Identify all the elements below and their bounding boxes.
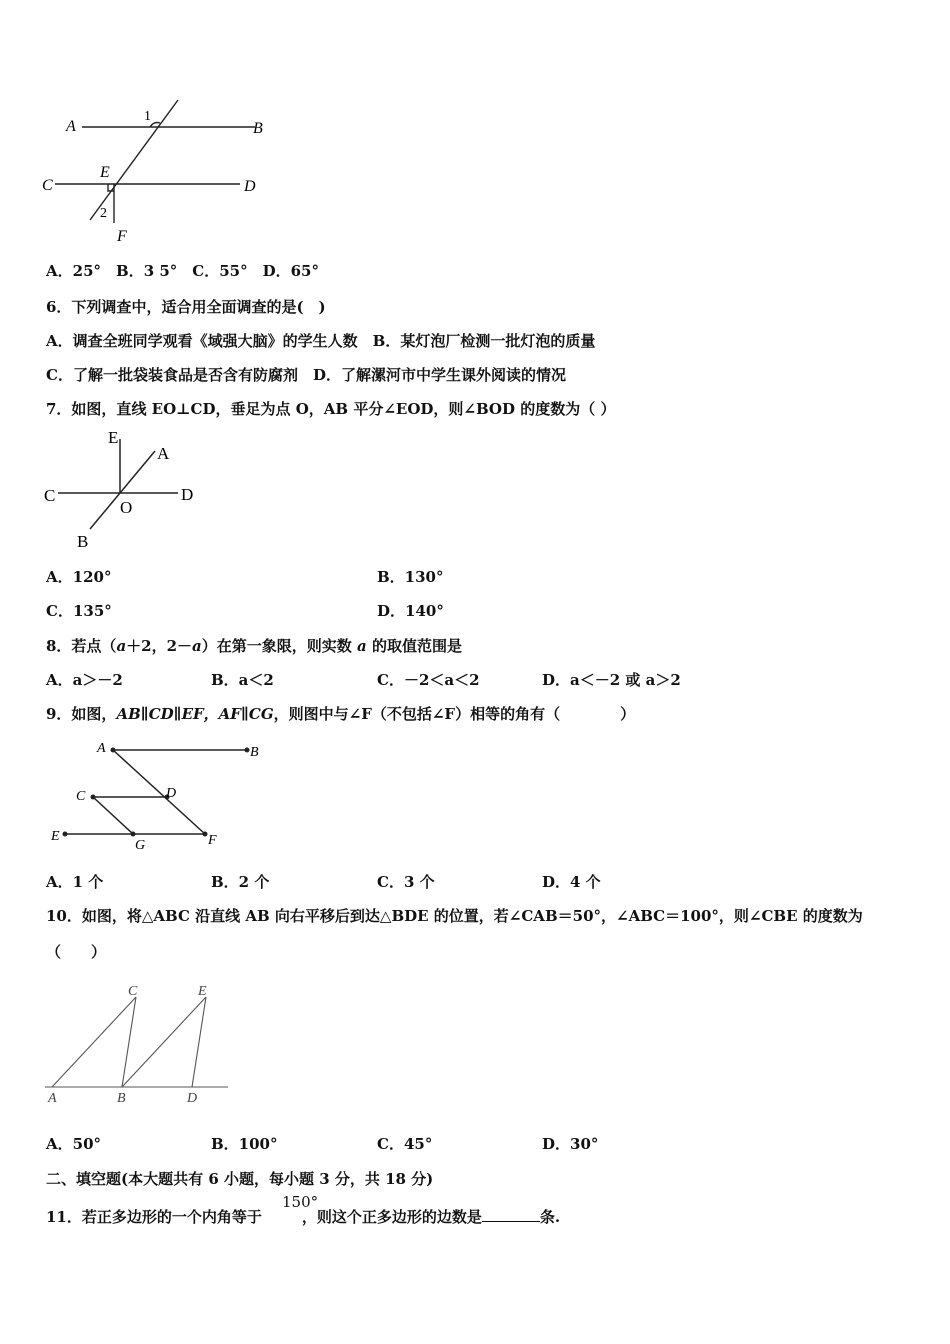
label-e: E — [108, 428, 119, 447]
label-f: F — [208, 833, 217, 848]
q10-paren: （ ） — [46, 943, 107, 961]
q6-option-b: B．某灯泡厂检测一批灯泡的质量 — [372, 332, 596, 350]
q9-stem: 9．如图，AB∥CD∥EF，AF∥CG，则图中与∠F（不包括∠F）相等的角有（ ） — [46, 705, 636, 723]
q7-figure — [40, 425, 210, 550]
segment-ac — [52, 997, 136, 1087]
q10-stem: 10．如图，将△ABC 沿直线 AB 向右平移后到达△BDE 的位置，若∠CAB＝50°，∠ABC＝100°，则∠CBE 的度数为 — [46, 907, 863, 925]
q8-option-b: B．a＜2 — [211, 671, 274, 689]
label-b: B — [253, 120, 263, 137]
q9-option-c: C．3 个 — [377, 873, 435, 891]
segment-be — [122, 997, 206, 1087]
label-c: C — [76, 789, 86, 804]
label-c: C — [42, 177, 53, 194]
label-b: B — [117, 1091, 126, 1106]
label-a: A — [97, 741, 106, 756]
q11-angle: 150° — [282, 1193, 319, 1211]
q7-option-a: A．120° — [46, 568, 112, 586]
label-c: C — [44, 486, 56, 505]
line-af — [113, 750, 205, 834]
label-g: G — [135, 838, 146, 853]
q6-option-c: C．了解一批袋装食品是否含有防腐剂 — [46, 366, 298, 384]
label-e: E — [100, 164, 110, 181]
label-o: O — [120, 498, 133, 517]
label-a: A — [48, 1091, 57, 1106]
q10-figure — [40, 980, 240, 1110]
q8-stem: 8．若点（a＋2，2－a）在第一象限，则实数 a 的取值范围是 — [46, 637, 463, 655]
q10-option-d: D．30° — [542, 1135, 599, 1153]
q7-option-c: C．135° — [46, 602, 112, 620]
q5-options: A．25° B．3 5° C．55° D．65° — [46, 262, 319, 280]
q7-option-d: D．140° — [377, 602, 444, 620]
label-e: E — [198, 984, 207, 999]
q10-option-c: C．45° — [377, 1135, 433, 1153]
q8-option-d: D．a＜－2 或 a＞2 — [542, 671, 681, 689]
label-a: A — [157, 444, 170, 463]
q7-option-b: B．130° — [377, 568, 444, 586]
q9-option-a: A．1 个 — [46, 873, 104, 891]
transversal — [90, 100, 178, 220]
label-d: D — [244, 178, 256, 195]
q9-option-b: B．2 个 — [211, 873, 270, 891]
q6-option-d: D．了解漯河市中学生课外阅读的情况 — [312, 366, 566, 384]
label-f: F — [117, 228, 127, 245]
q11-stem: 11．若正多边形的一个内角等于 ，则这个正多边形的边数是 条. — [46, 1208, 561, 1226]
q10-option-a: A．50° — [46, 1135, 102, 1153]
label-d: D — [187, 1091, 198, 1106]
q8-option-c: C．－2＜a＜2 — [377, 671, 480, 689]
label-1: 1 — [144, 109, 151, 124]
q9-figure — [45, 735, 275, 855]
q8-option-a: A．a＞－2 — [46, 671, 123, 689]
section-2-title: 二、填空题(本大题共有 6 小题，每小题 3 分，共 18 分) — [46, 1170, 434, 1188]
label-b: B — [77, 532, 89, 551]
q10-option-b: B．100° — [211, 1135, 278, 1153]
label-c: C — [128, 984, 138, 999]
label-a: A — [66, 118, 76, 135]
answer-blank[interactable] — [482, 1207, 540, 1222]
q6-stem: 6．下列调查中，适合用全面调查的是( ) — [46, 298, 326, 316]
label-d: D — [166, 786, 177, 801]
q9-option-d: D．4 个 — [542, 873, 601, 891]
line-ab — [90, 451, 155, 529]
label-2: 2 — [100, 206, 107, 221]
q6-options-ab — [46, 330, 595, 351]
q6-option-a: A．调查全班同学观看《域强大脑》的学生人数 — [46, 332, 358, 350]
q7-stem: 7．如图，直线 EO⊥CD，垂足为点 O，AB 平分∠EOD，则∠BOD 的度数为（ ） — [46, 400, 616, 418]
label-e: E — [51, 829, 60, 844]
label-b: B — [250, 745, 259, 760]
q5-figure — [40, 95, 280, 250]
label-d: D — [181, 485, 194, 504]
line-cg — [93, 797, 133, 834]
q6-options-cd — [46, 364, 566, 385]
